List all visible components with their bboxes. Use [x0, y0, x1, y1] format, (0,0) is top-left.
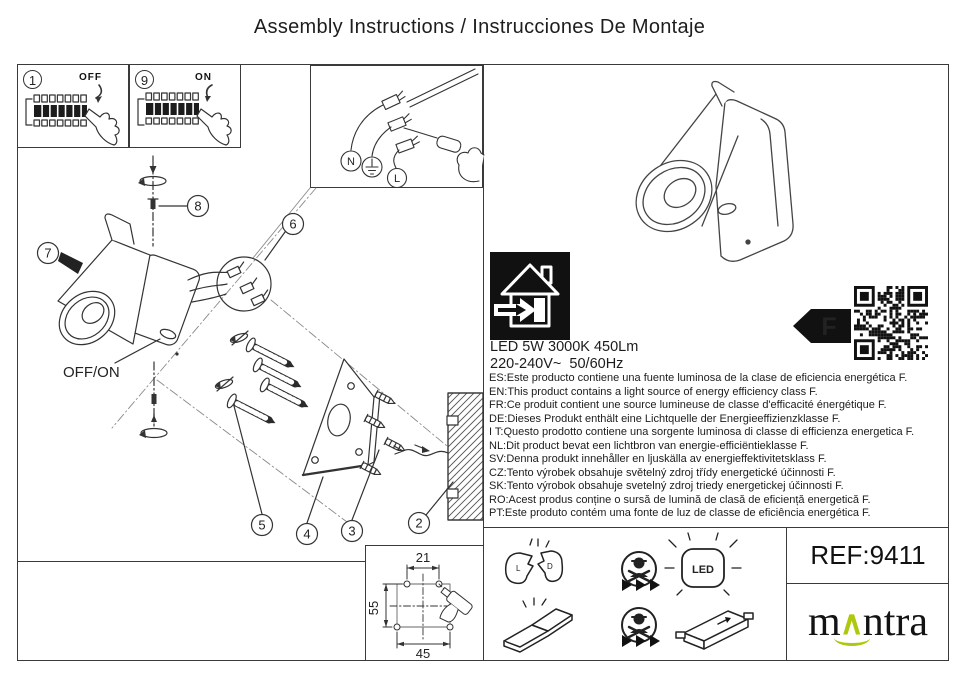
product-illustration: [610, 66, 810, 266]
lang-it: I T:Questo prodotto contiene una sorgente luminosa di classe di efficienza energetica F.: [489, 426, 915, 438]
energy-class-arrow-icon: [791, 306, 853, 346]
lang-es: ES:Este producto contiene una fuente luminosa de la clase de eficiencia energética F.: [489, 372, 908, 384]
svg-text:8: 8: [194, 198, 202, 214]
step-number-9: 9: [135, 70, 154, 89]
svg-text:2: 2: [415, 515, 423, 531]
reference-number: REF:9411: [810, 540, 926, 570]
svg-text:F: F: [821, 313, 837, 341]
svg-text:LED: LED: [692, 564, 714, 576]
lang-nl: NL:Dit product bevat een lichtbron van energie-efficiëntieklasse F.: [489, 439, 809, 452]
dim-bottom: 45: [415, 646, 431, 661]
brand-smile-icon: [834, 630, 870, 646]
lamp-spec: LED 5W 3000K 450Lm: [490, 339, 639, 355]
page-title: Assembly Instructions / Instrucciones De Montaje: [253, 16, 706, 38]
svg-text:6: 6: [289, 216, 297, 232]
hole-top-left: [404, 581, 410, 587]
brand-letters-ntra: ntra: [862, 599, 929, 645]
dim-top: 21: [415, 550, 431, 565]
hole-bottom-right: [447, 624, 453, 630]
broken-led-icon: [506, 539, 563, 583]
hole-bottom-left: [394, 624, 400, 630]
svg-text:L: L: [516, 564, 521, 573]
drilling-template: [366, 546, 483, 660]
svg-text:D: D: [547, 562, 553, 571]
lang-sk: SK:Tento výrobok obsahuje svetelný zdroj triedy energetickej účinnosti F.: [489, 480, 844, 492]
svg-text:5: 5: [258, 517, 266, 533]
neutral-label: N: [347, 156, 355, 168]
lang-cz: CZ:Tento výrobek obsahuje světelný zdroj třídy energetické účinnosti F.: [489, 466, 836, 479]
lang-pt: PT:Este produto contém uma fonte de luz de classe de eficiência energética F.: [489, 507, 871, 519]
breaker-on-drawing: [130, 65, 242, 149]
step-box-power-off: [17, 64, 129, 148]
service-icons: [492, 537, 782, 657]
twist-icon: [214, 377, 233, 391]
screws: [226, 337, 312, 430]
broken-driver-icon: [504, 598, 572, 652]
power-spec: 220-240V~ 50/60Hz: [490, 356, 624, 372]
off-on-label: OFF/ON: [63, 364, 120, 381]
lamp-hook: [105, 214, 134, 244]
dim-side: 55: [366, 600, 381, 616]
svg-text:7: 7: [44, 245, 52, 261]
lang-de: DE:Dieses Produkt enthält eine Lichtquelle der Energieeffizienzklasse F.: [489, 412, 841, 425]
svg-text:4: 4: [303, 526, 311, 542]
svg-text:3: 3: [348, 523, 356, 539]
brand-caret-icon: ∧: [840, 603, 864, 642]
step-number-1: 1: [23, 70, 42, 89]
divider-bottom-strip: [17, 561, 366, 562]
twist-icon: [229, 331, 248, 345]
brand-letter-m: m: [807, 599, 841, 645]
indoor-light-source-icon: [490, 252, 570, 340]
lang-fr: FR:Ce produit contient une source lumineuse de classe d'efficacité énergétique F.: [489, 399, 887, 411]
step-label-off: OFF: [79, 72, 102, 83]
breaker-off-drawing: [18, 65, 130, 149]
assembly-diagram: [17, 148, 485, 561]
lang-ro: RO:Acest produs conține o sursă de lumină de clasă de eficiență energetică F.: [489, 493, 871, 506]
lang-en: EN:This product contains a light source of energy efficiency class F.: [489, 385, 818, 398]
step-box-power-on: [129, 64, 241, 148]
brand-logo: [787, 584, 949, 660]
drill-icon: [428, 585, 473, 630]
live-label: L: [393, 173, 401, 185]
driver-box-icon: [676, 611, 753, 649]
lang-sv: SV:Denna produkt innehåller en ljuskälla av energieffektivitetsklass F.: [489, 453, 827, 465]
qr-code-icon: [854, 286, 928, 360]
language-notices: [489, 372, 947, 521]
step-label-on: ON: [195, 72, 212, 83]
